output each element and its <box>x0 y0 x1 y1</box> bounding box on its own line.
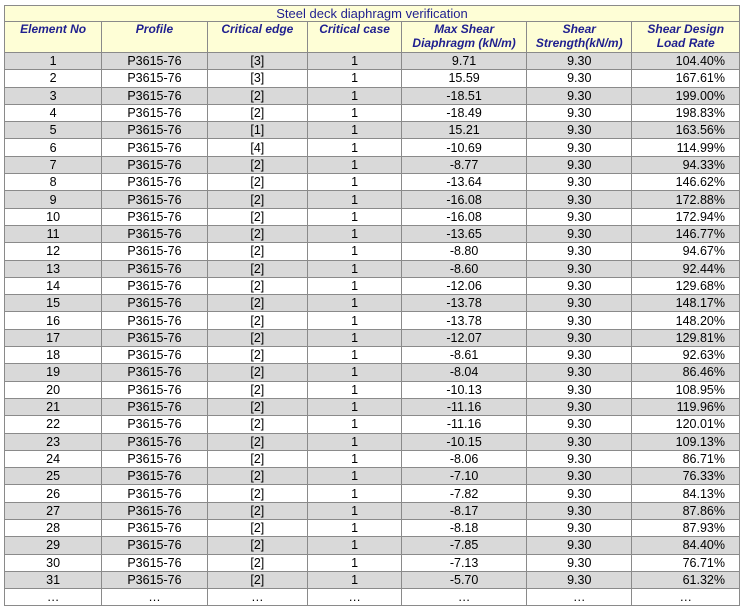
cell-critical-edge: [2] <box>207 381 307 398</box>
cell-critical-case: 1 <box>307 347 401 364</box>
cell-shear-design-load-rate: 87.86% <box>632 502 740 519</box>
cell-shear-design-load-rate: 172.88% <box>632 191 740 208</box>
column-header-critical-edge <box>207 22 307 53</box>
cell-element-no: 8 <box>5 174 102 191</box>
cell-shear-design-load-rate: 109.13% <box>632 433 740 450</box>
cell-element-no: 25 <box>5 468 102 485</box>
cell-element-no: 28 <box>5 520 102 537</box>
cell-profile: P3615-76 <box>102 191 207 208</box>
table-row <box>5 347 740 364</box>
cell-critical-edge: [2] <box>207 450 307 467</box>
cell-profile: P3615-76 <box>102 485 207 502</box>
cell-shear-design-load-rate: 94.33% <box>632 156 740 173</box>
cell-element-no: 14 <box>5 277 102 294</box>
cell-profile: P3615-76 <box>102 243 207 260</box>
table-row <box>5 450 740 467</box>
cell-shear-strength: 9.30 <box>527 295 632 312</box>
cell-profile: P3615-76 <box>102 208 207 225</box>
ellipsis-cell: … <box>102 589 207 606</box>
table-row <box>5 277 740 294</box>
cell-shear-strength: 9.30 <box>527 364 632 381</box>
cell-shear-strength: 9.30 <box>527 122 632 139</box>
cell-profile: P3615-76 <box>102 70 207 87</box>
cell-profile: P3615-76 <box>102 104 207 121</box>
column-header-sublabel: Diaphragm (kN/m) <box>412 36 516 50</box>
cell-element-no: 27 <box>5 502 102 519</box>
cell-shear-design-load-rate: 76.33% <box>632 468 740 485</box>
cell-shear-strength: 9.30 <box>527 571 632 588</box>
cell-critical-edge: [2] <box>207 225 307 242</box>
table-row <box>5 191 740 208</box>
cell-element-no: 12 <box>5 243 102 260</box>
cell-shear-strength: 9.30 <box>527 468 632 485</box>
cell-shear-strength: 9.30 <box>527 485 632 502</box>
column-header-shear-design-load-rate <box>632 22 740 53</box>
cell-element-no: 13 <box>5 260 102 277</box>
cell-shear-strength: 9.30 <box>527 502 632 519</box>
cell-element-no: 7 <box>5 156 102 173</box>
column-header-sublabel: Strength(kN/m) <box>535 36 623 50</box>
cell-shear-design-load-rate: 198.83% <box>632 104 740 121</box>
cell-shear-strength: 9.30 <box>527 537 632 554</box>
cell-profile: P3615-76 <box>102 295 207 312</box>
cell-critical-edge: [2] <box>207 347 307 364</box>
table-row <box>5 53 740 70</box>
cell-profile: P3615-76 <box>102 312 207 329</box>
cell-shear-strength: 9.30 <box>527 329 632 346</box>
cell-shear-strength: 9.30 <box>527 450 632 467</box>
column-header-label: Max Shear <box>434 22 495 36</box>
cell-shear-strength: 9.30 <box>527 260 632 277</box>
cell-critical-edge: [2] <box>207 433 307 450</box>
cell-max-shear: -11.16 <box>402 416 527 433</box>
cell-shear-strength: 9.30 <box>527 520 632 537</box>
column-header-label: Shear Design <box>647 22 725 36</box>
column-header-shear-strength <box>527 22 632 53</box>
cell-critical-case: 1 <box>307 312 401 329</box>
cell-max-shear: -13.65 <box>402 225 527 242</box>
cell-critical-edge: [2] <box>207 520 307 537</box>
cell-max-shear: -8.06 <box>402 450 527 467</box>
column-header-label: Critical case <box>319 22 390 36</box>
table-body <box>5 53 740 606</box>
cell-shear-strength: 9.30 <box>527 208 632 225</box>
cell-profile: P3615-76 <box>102 398 207 415</box>
cell-shear-design-load-rate: 148.20% <box>632 312 740 329</box>
cell-critical-edge: [3] <box>207 53 307 70</box>
column-header-label: Element No <box>20 22 87 36</box>
cell-critical-case: 1 <box>307 571 401 588</box>
cell-shear-strength: 9.30 <box>527 398 632 415</box>
cell-max-shear: -16.08 <box>402 208 527 225</box>
cell-max-shear: -7.85 <box>402 537 527 554</box>
cell-shear-strength: 9.30 <box>527 174 632 191</box>
table-row <box>5 329 740 346</box>
cell-critical-edge: [2] <box>207 104 307 121</box>
cell-critical-edge: [2] <box>207 295 307 312</box>
cell-element-no: 22 <box>5 416 102 433</box>
cell-shear-strength: 9.30 <box>527 53 632 70</box>
cell-max-shear: -8.77 <box>402 156 527 173</box>
cell-profile: P3615-76 <box>102 468 207 485</box>
cell-max-shear: 9.71 <box>402 53 527 70</box>
cell-shear-strength: 9.30 <box>527 139 632 156</box>
cell-critical-edge: [2] <box>207 191 307 208</box>
cell-critical-edge: [2] <box>207 174 307 191</box>
cell-max-shear: -13.64 <box>402 174 527 191</box>
cell-critical-edge: [2] <box>207 485 307 502</box>
cell-shear-strength: 9.30 <box>527 416 632 433</box>
cell-element-no: 21 <box>5 398 102 415</box>
cell-shear-design-load-rate: 92.63% <box>632 347 740 364</box>
cell-profile: P3615-76 <box>102 347 207 364</box>
cell-element-no: 17 <box>5 329 102 346</box>
cell-critical-case: 1 <box>307 329 401 346</box>
cell-max-shear: -10.15 <box>402 433 527 450</box>
cell-max-shear: -8.61 <box>402 347 527 364</box>
cell-shear-strength: 9.30 <box>527 70 632 87</box>
cell-shear-strength: 9.30 <box>527 104 632 121</box>
cell-profile: P3615-76 <box>102 174 207 191</box>
table-row <box>5 139 740 156</box>
cell-critical-case: 1 <box>307 225 401 242</box>
table-row <box>5 156 740 173</box>
cell-element-no: 3 <box>5 87 102 104</box>
cell-max-shear: -5.70 <box>402 571 527 588</box>
cell-shear-strength: 9.30 <box>527 225 632 242</box>
cell-critical-case: 1 <box>307 295 401 312</box>
cell-critical-case: 1 <box>307 260 401 277</box>
cell-element-no: 30 <box>5 554 102 571</box>
cell-critical-case: 1 <box>307 156 401 173</box>
cell-shear-strength: 9.30 <box>527 156 632 173</box>
cell-element-no: 4 <box>5 104 102 121</box>
cell-profile: P3615-76 <box>102 364 207 381</box>
cell-critical-edge: [2] <box>207 243 307 260</box>
cell-max-shear: -8.17 <box>402 502 527 519</box>
table-row <box>5 520 740 537</box>
cell-profile: P3615-76 <box>102 225 207 242</box>
table-row <box>5 502 740 519</box>
cell-profile: P3615-76 <box>102 53 207 70</box>
column-header-element-no <box>5 22 102 53</box>
table-row <box>5 87 740 104</box>
cell-critical-edge: [2] <box>207 502 307 519</box>
cell-shear-design-load-rate: 108.95% <box>632 381 740 398</box>
cell-element-no: 11 <box>5 225 102 242</box>
cell-element-no: 2 <box>5 70 102 87</box>
cell-critical-edge: [2] <box>207 364 307 381</box>
cell-profile: P3615-76 <box>102 122 207 139</box>
cell-element-no: 10 <box>5 208 102 225</box>
table-row <box>5 122 740 139</box>
header-row <box>5 22 740 53</box>
cell-shear-strength: 9.30 <box>527 312 632 329</box>
cell-critical-case: 1 <box>307 520 401 537</box>
cell-critical-edge: [3] <box>207 70 307 87</box>
cell-element-no: 20 <box>5 381 102 398</box>
cell-shear-design-load-rate: 120.01% <box>632 416 740 433</box>
cell-critical-edge: [2] <box>207 554 307 571</box>
cell-max-shear: -16.08 <box>402 191 527 208</box>
verification-table-container <box>4 5 740 606</box>
cell-critical-case: 1 <box>307 433 401 450</box>
cell-max-shear: -7.10 <box>402 468 527 485</box>
cell-max-shear: 15.21 <box>402 122 527 139</box>
cell-critical-case: 1 <box>307 243 401 260</box>
cell-shear-design-load-rate: 76.71% <box>632 554 740 571</box>
cell-element-no: 31 <box>5 571 102 588</box>
cell-max-shear: -8.60 <box>402 260 527 277</box>
cell-critical-case: 1 <box>307 398 401 415</box>
cell-shear-design-load-rate: 199.00% <box>632 87 740 104</box>
cell-profile: P3615-76 <box>102 139 207 156</box>
cell-shear-design-load-rate: 114.99% <box>632 139 740 156</box>
cell-critical-edge: [2] <box>207 537 307 554</box>
cell-element-no: 18 <box>5 347 102 364</box>
table-row <box>5 104 740 121</box>
ellipsis-cell: … <box>632 589 740 606</box>
cell-critical-case: 1 <box>307 53 401 70</box>
cell-max-shear: -18.49 <box>402 104 527 121</box>
cell-shear-design-load-rate: 86.46% <box>632 364 740 381</box>
cell-shear-design-load-rate: 172.94% <box>632 208 740 225</box>
cell-critical-edge: [2] <box>207 312 307 329</box>
cell-critical-edge: [2] <box>207 87 307 104</box>
cell-shear-design-load-rate: 84.13% <box>632 485 740 502</box>
cell-profile: P3615-76 <box>102 554 207 571</box>
cell-shear-design-load-rate: 167.61% <box>632 70 740 87</box>
cell-critical-case: 1 <box>307 416 401 433</box>
cell-critical-case: 1 <box>307 70 401 87</box>
cell-shear-strength: 9.30 <box>527 433 632 450</box>
cell-shear-strength: 9.30 <box>527 381 632 398</box>
ellipsis-cell: … <box>527 589 632 606</box>
cell-max-shear: -7.13 <box>402 554 527 571</box>
cell-profile: P3615-76 <box>102 260 207 277</box>
cell-max-shear: -10.13 <box>402 381 527 398</box>
cell-max-shear: -12.07 <box>402 329 527 346</box>
ellipsis-cell: … <box>402 589 527 606</box>
table-row <box>5 416 740 433</box>
cell-profile: P3615-76 <box>102 277 207 294</box>
cell-critical-case: 1 <box>307 122 401 139</box>
cell-critical-case: 1 <box>307 450 401 467</box>
cell-critical-case: 1 <box>307 502 401 519</box>
column-header-sublabel: Load Rate <box>656 36 715 50</box>
cell-element-no: 26 <box>5 485 102 502</box>
cell-critical-case: 1 <box>307 208 401 225</box>
cell-max-shear: -11.16 <box>402 398 527 415</box>
cell-profile: P3615-76 <box>102 571 207 588</box>
cell-shear-design-load-rate: 146.77% <box>632 225 740 242</box>
table-row <box>5 398 740 415</box>
cell-critical-case: 1 <box>307 554 401 571</box>
cell-max-shear: -18.51 <box>402 87 527 104</box>
table-row-ellipsis <box>5 589 740 606</box>
cell-element-no: 9 <box>5 191 102 208</box>
cell-critical-case: 1 <box>307 277 401 294</box>
table-title: Steel deck diaphragm verification <box>5 6 740 22</box>
cell-max-shear: -8.04 <box>402 364 527 381</box>
column-header-max-shear <box>402 22 527 53</box>
table-row <box>5 70 740 87</box>
cell-shear-design-load-rate: 129.68% <box>632 277 740 294</box>
cell-shear-design-load-rate: 104.40% <box>632 53 740 70</box>
table-row <box>5 260 740 277</box>
cell-critical-case: 1 <box>307 381 401 398</box>
cell-profile: P3615-76 <box>102 502 207 519</box>
cell-shear-design-load-rate: 87.93% <box>632 520 740 537</box>
table-row <box>5 537 740 554</box>
table-row <box>5 571 740 588</box>
column-header-label: Critical edge <box>221 22 294 36</box>
diaphragm-verification-table <box>4 5 740 606</box>
cell-shear-design-load-rate: 61.32% <box>632 571 740 588</box>
cell-shear-design-load-rate: 92.44% <box>632 260 740 277</box>
table-row <box>5 208 740 225</box>
cell-shear-design-load-rate: 86.71% <box>632 450 740 467</box>
cell-critical-case: 1 <box>307 485 401 502</box>
cell-critical-edge: [2] <box>207 156 307 173</box>
cell-max-shear: -13.78 <box>402 312 527 329</box>
table-row <box>5 364 740 381</box>
cell-profile: P3615-76 <box>102 537 207 554</box>
table-row <box>5 312 740 329</box>
cell-critical-case: 1 <box>307 139 401 156</box>
cell-critical-edge: [2] <box>207 571 307 588</box>
cell-profile: P3615-76 <box>102 156 207 173</box>
cell-element-no: 16 <box>5 312 102 329</box>
table-row <box>5 295 740 312</box>
ellipsis-cell: … <box>207 589 307 606</box>
table-row <box>5 485 740 502</box>
cell-shear-design-load-rate: 146.62% <box>632 174 740 191</box>
cell-element-no: 15 <box>5 295 102 312</box>
cell-max-shear: -8.18 <box>402 520 527 537</box>
cell-critical-edge: [2] <box>207 398 307 415</box>
column-header-label: Profile <box>135 22 174 36</box>
table-row <box>5 243 740 260</box>
table-row <box>5 381 740 398</box>
cell-critical-case: 1 <box>307 537 401 554</box>
cell-element-no: 24 <box>5 450 102 467</box>
cell-element-no: 23 <box>5 433 102 450</box>
cell-max-shear: -7.82 <box>402 485 527 502</box>
column-header-profile <box>102 22 207 53</box>
cell-shear-strength: 9.30 <box>527 554 632 571</box>
cell-profile: P3615-76 <box>102 87 207 104</box>
cell-element-no: 1 <box>5 53 102 70</box>
cell-shear-strength: 9.30 <box>527 347 632 364</box>
cell-critical-edge: [2] <box>207 329 307 346</box>
cell-profile: P3615-76 <box>102 520 207 537</box>
cell-critical-edge: [2] <box>207 468 307 485</box>
table-row <box>5 433 740 450</box>
cell-critical-case: 1 <box>307 87 401 104</box>
cell-profile: P3615-76 <box>102 450 207 467</box>
cell-element-no: 5 <box>5 122 102 139</box>
cell-profile: P3615-76 <box>102 381 207 398</box>
cell-shear-strength: 9.30 <box>527 191 632 208</box>
cell-shear-design-load-rate: 119.96% <box>632 398 740 415</box>
cell-critical-case: 1 <box>307 191 401 208</box>
cell-critical-edge: [4] <box>207 139 307 156</box>
cell-shear-design-load-rate: 84.40% <box>632 537 740 554</box>
cell-critical-edge: [2] <box>207 260 307 277</box>
column-header-label: Shear <box>562 22 596 36</box>
cell-max-shear: -13.78 <box>402 295 527 312</box>
cell-shear-design-load-rate: 148.17% <box>632 295 740 312</box>
cell-shear-strength: 9.30 <box>527 243 632 260</box>
cell-critical-case: 1 <box>307 468 401 485</box>
cell-shear-strength: 9.30 <box>527 87 632 104</box>
cell-max-shear: 15.59 <box>402 70 527 87</box>
cell-critical-edge: [1] <box>207 122 307 139</box>
cell-critical-edge: [2] <box>207 277 307 294</box>
table-row <box>5 225 740 242</box>
cell-element-no: 6 <box>5 139 102 156</box>
cell-critical-case: 1 <box>307 174 401 191</box>
ellipsis-cell: … <box>307 589 401 606</box>
cell-max-shear: -12.06 <box>402 277 527 294</box>
cell-profile: P3615-76 <box>102 433 207 450</box>
cell-shear-strength: 9.30 <box>527 277 632 294</box>
cell-critical-case: 1 <box>307 104 401 121</box>
cell-max-shear: -8.80 <box>402 243 527 260</box>
cell-critical-edge: [2] <box>207 416 307 433</box>
cell-max-shear: -10.69 <box>402 139 527 156</box>
cell-shear-design-load-rate: 129.81% <box>632 329 740 346</box>
table-row <box>5 468 740 485</box>
cell-element-no: 19 <box>5 364 102 381</box>
column-header-critical-case <box>307 22 401 53</box>
table-row <box>5 174 740 191</box>
cell-critical-edge: [2] <box>207 208 307 225</box>
cell-profile: P3615-76 <box>102 416 207 433</box>
table-row <box>5 554 740 571</box>
cell-critical-case: 1 <box>307 364 401 381</box>
cell-element-no: 29 <box>5 537 102 554</box>
ellipsis-cell: … <box>5 589 102 606</box>
cell-shear-design-load-rate: 163.56% <box>632 122 740 139</box>
cell-shear-design-load-rate: 94.67% <box>632 243 740 260</box>
cell-profile: P3615-76 <box>102 329 207 346</box>
